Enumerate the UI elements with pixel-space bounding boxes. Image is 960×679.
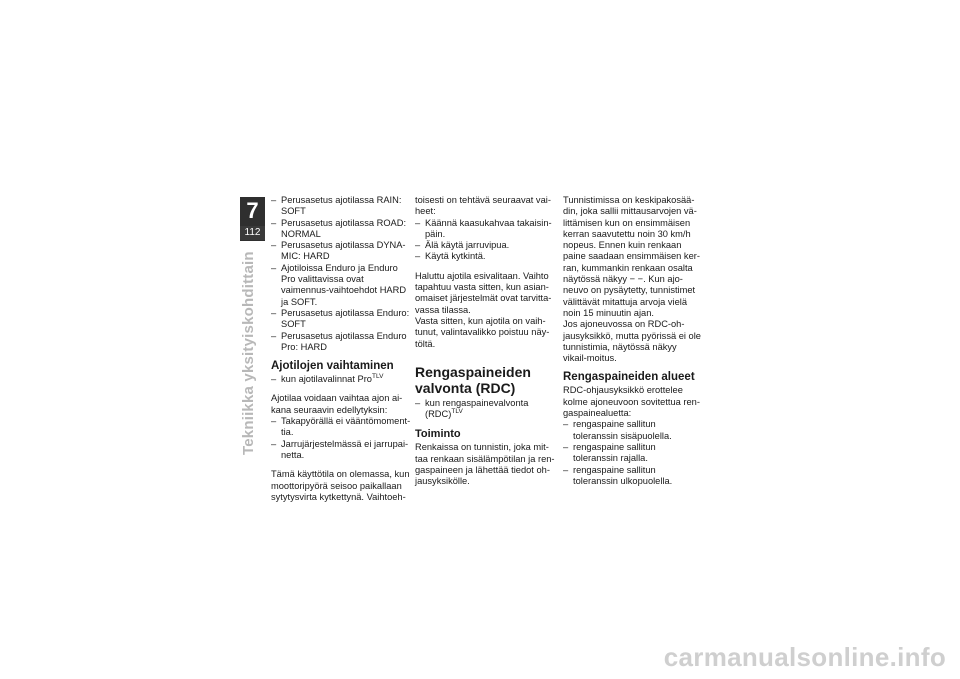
pressure-ranges-list [563, 419, 703, 487]
paragraph: Haluttu ajotila esivalitaan. Vaihto tapahtuu vasta sitten, kun asian-omaiset järjestelmät ovat tarvitta-vassa tilassa. [415, 270, 552, 315]
list-item: – Takapyörällä ei vääntömoment-tia. [271, 416, 411, 439]
paragraph: toisesti on tehtävä seuraavat vai-heet: [415, 195, 551, 217]
list-item: – Perusasetus ajotilassa RAIN: SOFT [271, 195, 411, 218]
section-heading-pressure-ranges: Rengaspaineiden alueet [563, 371, 695, 384]
heading-line: valvonta (RDC) [415, 379, 516, 396]
paragraph: Vasta sitten, kun ajotila on vaih-tunut, valintavalikko poistuu näy-töltä. [415, 315, 550, 349]
option-superscript: TLV [451, 408, 463, 416]
paragraph: RDC-ohjausyksikkö erottelee kolme ajoneuvoon sovitettua ren-gaspainealuetta: [563, 385, 700, 419]
list-item: – Perusasetus ajotilassa Enduro: SOFT [271, 308, 411, 331]
condition-list [415, 398, 555, 421]
list-item: – rengaspaine sallitun toleranssin sisäpuolella. [563, 419, 703, 442]
prerequisite-list [271, 416, 411, 461]
list-item: – rengaspaine sallitun toleranssin ulkopuolella. [563, 465, 703, 488]
condition-item [415, 398, 555, 421]
subheading-function: Toiminto [415, 428, 461, 441]
heading-line: Rengaspaineiden [415, 363, 531, 380]
condition-item [271, 374, 411, 385]
section-heading-rdc [415, 364, 555, 396]
condition-text: kun rengaspainevalvonta [425, 397, 529, 408]
list-item: – Ajotiloissa Enduro ja Enduro Pro valittavissa ovat vaimennus-vaihtoehdot HARD ja SOFT. [271, 263, 411, 308]
chapter-number: 7 [246, 198, 259, 223]
column-2 [415, 195, 555, 488]
list-item: – Perusasetus ajotilassa DYNA-MIC: HARD [271, 240, 411, 263]
column-3 [563, 195, 703, 487]
list-item: – Jarrujärjestelmässä ei jarrupai-netta. [271, 439, 411, 462]
paragraph: Jos ajoneuvossa on RDC-oh-jausyksikkö, mutta pyörissä ei ole tunnistimia, näytössä näkyy vikail-moitus. [563, 319, 701, 364]
column-1 [271, 195, 411, 503]
list-item: – Perusasetus ajotilassa ROAD: NORMAL [271, 218, 411, 241]
side-chapter-title: Tekniikka yksityiskohdittain [240, 251, 257, 455]
page-number: 112 [240, 226, 265, 240]
option-superscript: TLV [371, 373, 384, 381]
condition-list [271, 374, 411, 385]
watermark: carmanualsonline.info [663, 642, 946, 672]
list-item: – Älä käytä jarruvipua. [415, 240, 555, 251]
list-item: – Käytä kytkintä. [415, 251, 555, 262]
condition-text: kun ajotilavalinnat Pro [281, 374, 372, 385]
list-item: – Käännä kaasukahvaa takaisin-päin. [415, 218, 555, 241]
condition-text: (RDC) [425, 409, 452, 420]
paragraph: Renkaissa on tunnistin, joka mit-taa renkaan sisälämpötilan ja ren-gaspaineen ja lähettää tiedot oh-jausyksikölle. [415, 442, 555, 487]
paragraph: Tämä käyttötila on olemassa, kun moottoripyörä seisoo paikallaan sytytysvirta kytkettynä. Vaihtoeh- [271, 469, 410, 502]
steps-list [415, 218, 555, 263]
section-heading-riding-mode-change: Ajotilojen vaihtaminen [271, 360, 394, 373]
list-item: – rengaspaine sallitun toleranssin rajalla. [563, 442, 703, 465]
list-item: – Perusasetus ajotilassa Enduro Pro: HARD [271, 331, 411, 354]
paragraph: Ajotilaa voidaan vaihtaa ajon ai-kana seuraavin edellytyksin: [271, 393, 403, 415]
paragraph: Tunnistimissa on keskipakosää-din, joka sallii mittausarvojen vä-littämisen kun on ensimmäisen kerran saavutettu noin 30 km/h nopeus. Ennen kuin renkaan paine saadaan ensimmäisen ker-ran, kummankin renkaan osalta näytössä näkyy − −. Kun ajo-neuvo on pysäytetty, tunnistimet välittävät mitattuja arvoja vielä noin 15 minuutin ajan. [563, 195, 700, 318]
damping-settings-list [271, 195, 411, 353]
